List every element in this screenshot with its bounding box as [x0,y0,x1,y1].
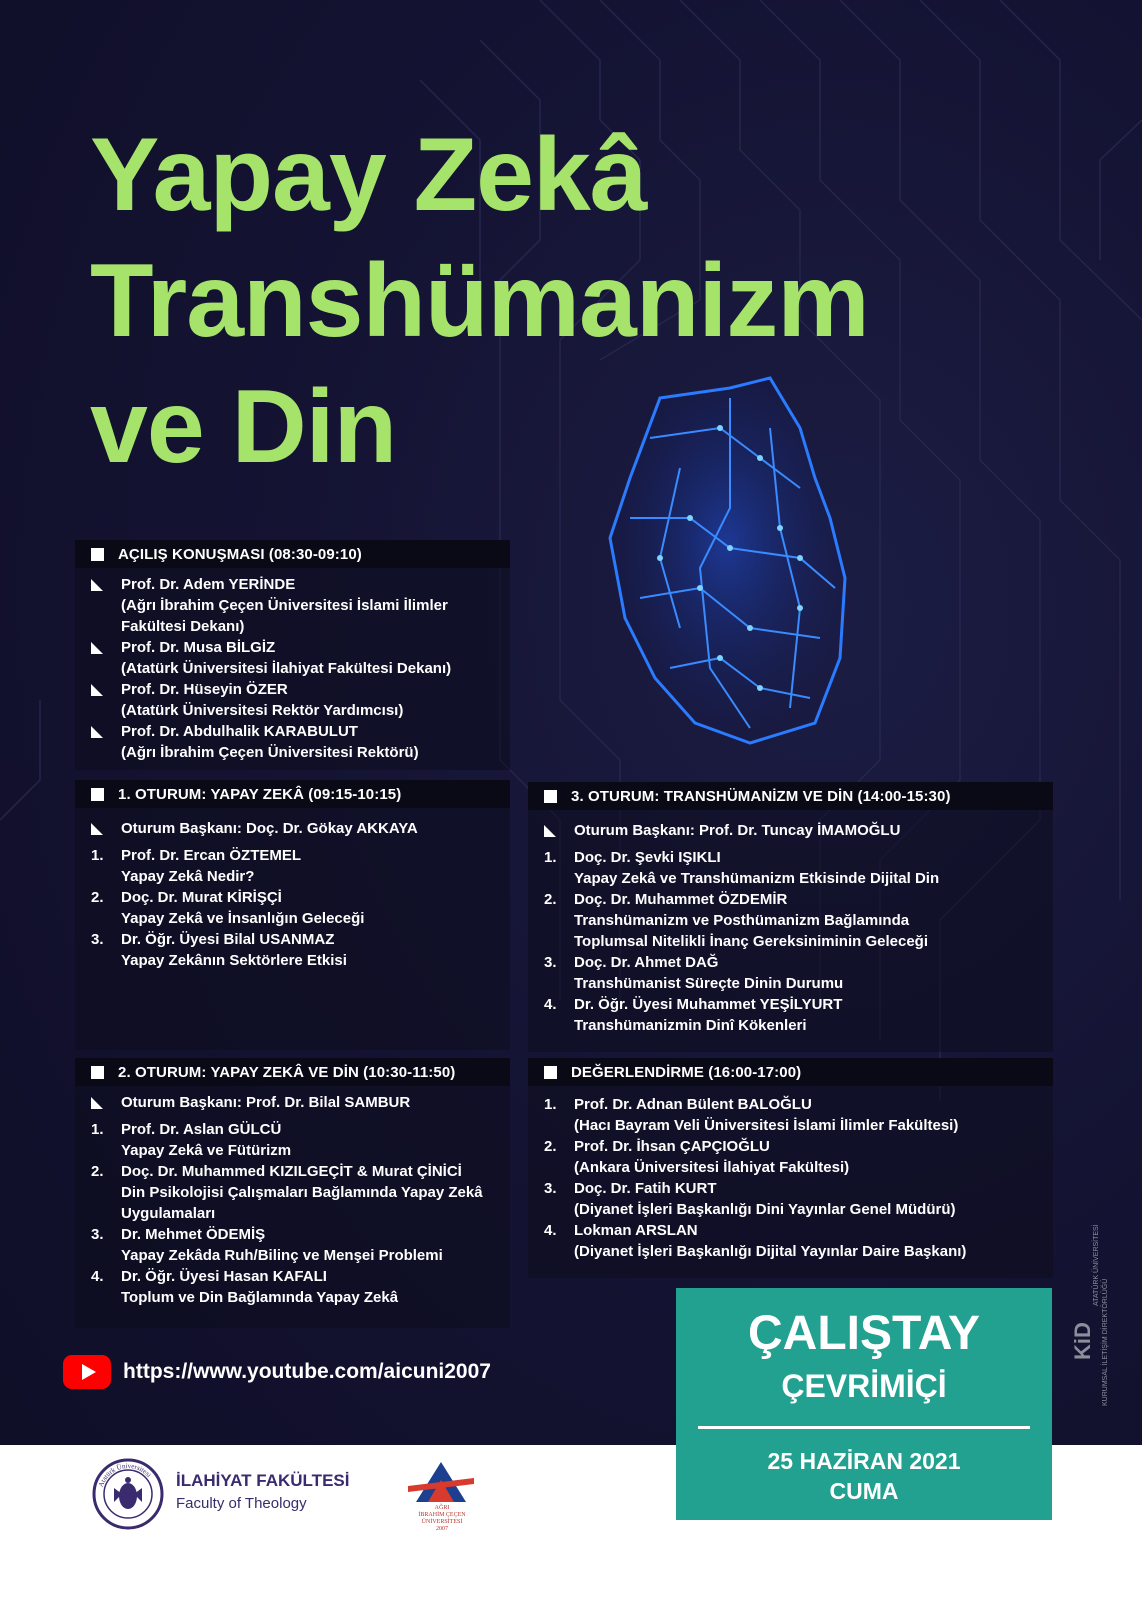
session3-chair: Oturum Başkanı: Prof. Dr. Tuncay İMAMOĞLU [528,820,1053,843]
circuit-heart-illustration [600,368,860,753]
list-item: 1. Prof. Dr. Adnan Bülent BALOĞLU (Hacı Bayram Veli Üniversitesi İslami İlimler Fakültesi) [544,1096,959,1134]
agri-university-text: AĞRI İBRAHİM ÇEÇEN ÜNİVERSİTESİ 2007 [418,1505,466,1532]
agri-ibrahim-cecen-university-logo [408,1456,474,1506]
square-bullet-icon [91,548,104,561]
event-divider [698,1426,1030,1429]
faculty-title: İLAHİYAT FAKÜLTESİ [176,1471,350,1490]
opening-speaker-list [75,568,510,763]
square-bullet-icon [91,1066,104,1079]
opening-speaker: Prof. Dr. Adem YERİNDE (Ağrı İbrahim Çeçen Üniversitesi İslami İlimler Fakültesi Dekanı) [75,574,510,637]
event-format: ÇEVRİMİÇİ [781,1368,947,1404]
side-text-line2: KURUMSAL İLETİŞİM DİREKTÖRLÜĞÜ [1102,1278,1109,1406]
session2-heading: 2. OTURUM: YAPAY ZEKÂ VE DİN (10:30-11:50) [75,1058,510,1086]
list-item: 2. Prof. Dr. İhsan ÇAPÇIOĞLU (Ankara Üniversitesi İlahiyat Fakültesi) [544,1138,850,1176]
title-line-3: ve Din [90,369,397,485]
list-item: 4. Dr. Öğr. Üyesi Hasan KAFALI Toplum ve Din Bağlamında Yapay Zekâ [91,1268,399,1306]
opening-speaker: Prof. Dr. Abdulhalik KARABULUT (Ağrı İbrahim Çeçen Üniversitesi Rektörü) [75,721,510,763]
triangle-bullet-icon [91,726,103,738]
faculty-subtitle: Faculty of Theology [176,1495,307,1512]
session1-section [75,780,510,1050]
list-item: 2. Doç. Dr. Muhammed KIZILGEÇİT & Murat ÇİNİCİ Din Psikolojisi Çalışmaları Bağlamında Yapay Zekâ Uygulamaları [91,1163,483,1222]
triangle-bullet-icon [91,579,103,591]
svg-text:Atatürk Üniversitesi: Atatürk Üniversitesi [97,1461,153,1489]
square-bullet-icon [544,790,557,803]
triangle-bullet-icon [544,825,556,837]
youtube-icon[interactable] [63,1355,111,1389]
square-bullet-icon [544,1066,557,1079]
list-item: 2. Doç. Dr. Murat KİRİŞÇİ Yapay Zekâ ve İnsanlığın Geleceği [91,889,365,927]
list-item: 1. Doç. Dr. Şevki IŞIKLI Yapay Zekâ ve Transhümanizm Etkisinde Dijital Din [544,849,940,887]
side-text-line1: ATATÜRK ÜNİVERSİTESİ [1093,1224,1100,1306]
evaluation-heading: DEĞERLENDİRME (16:00-17:00) [528,1058,1053,1086]
triangle-bullet-icon [91,823,103,835]
event-info-box [676,1288,1052,1520]
list-item: 1. Prof. Dr. Aslan GÜLCÜ Yapay Zekâ ve Fütürizm [91,1121,292,1159]
opening-speaker: Prof. Dr. Musa BİLGİZ (Atatürk Üniversitesi İlahiyat Fakültesi Dekanı) [75,637,510,679]
list-item: 3. Doç. Dr. Ahmet DAĞ Transhümanist Süreçte Dinin Durumu [544,954,844,992]
session1-chair: Oturum Başkanı: Doç. Dr. Gökay AKKAYA [75,818,510,841]
opening-speaker: Prof. Dr. Hüseyin ÖZER (Atatürk Üniversitesi Rektör Yardımcısı) [75,679,510,721]
session1-heading: 1. OTURUM: YAPAY ZEKÂ (09:15-10:15) [75,780,510,808]
evaluation-section [528,1058,1053,1278]
opening-heading: AÇILIŞ KONUŞMASI (08:30-09:10) [75,540,510,568]
kid-logo: KiD [1070,1322,1095,1360]
triangle-bullet-icon [91,1097,103,1109]
title-line-1: Yapay Zekâ [90,117,647,233]
session3-section [528,782,1053,1052]
session3-heading: 3. OTURUM: TRANSHÜMANİZM VE DİN (14:00-15:30) [528,782,1053,810]
event-date: 25 HAZİRAN 2021 CUMA [767,1448,961,1504]
ataturk-university-seal-logo [92,1458,164,1530]
youtube-link-row[interactable] [63,1355,491,1389]
triangle-bullet-icon [91,684,103,696]
session2-chair: Oturum Başkanı: Prof. Dr. Bilal SAMBUR [75,1092,510,1115]
list-item: 3. Dr. Öğr. Üyesi Bilal USANMAZ Yapay Zekânın Sektörlere Etkisi [91,931,347,969]
list-item: 2. Doç. Dr. Muhammet ÖZDEMİR Transhümanizm ve Posthümanizm Bağlamında Toplumsal Nitelikli İnanç Gereksiniminin Geleceği [544,891,928,950]
list-item: 4. Lokman ARSLAN (Diyanet İşleri Başkanlığı Dijital Yayınlar Daire Başkanı) [544,1222,967,1260]
list-item: 4. Dr. Öğr. Üyesi Muhammet YEŞİLYURT Transhümanizmin Dinî Kökenleri [544,996,843,1034]
square-bullet-icon [91,788,104,801]
session2-section [75,1058,510,1328]
triangle-bullet-icon [91,642,103,654]
youtube-link[interactable]: https://www.youtube.com/aicuni2007 [123,1360,491,1383]
opening-section [75,540,510,770]
list-item: 3. Doç. Dr. Fatih KURT (Diyanet İşleri Başkanlığı Dini Yayınlar Genel Müdürü) [544,1180,956,1218]
title-line-2: Transhümanizm [90,243,869,359]
event-title: ÇALIŞTAY [747,1307,981,1360]
list-item: 1. Prof. Dr. Ercan ÖZTEMEL Yapay Zekâ Nedir? [91,847,302,885]
list-item: 3. Dr. Mehmet ÖDEMİŞ Yapay Zekâda Ruh/Bilinç ve Menşei Problemi [91,1226,443,1264]
